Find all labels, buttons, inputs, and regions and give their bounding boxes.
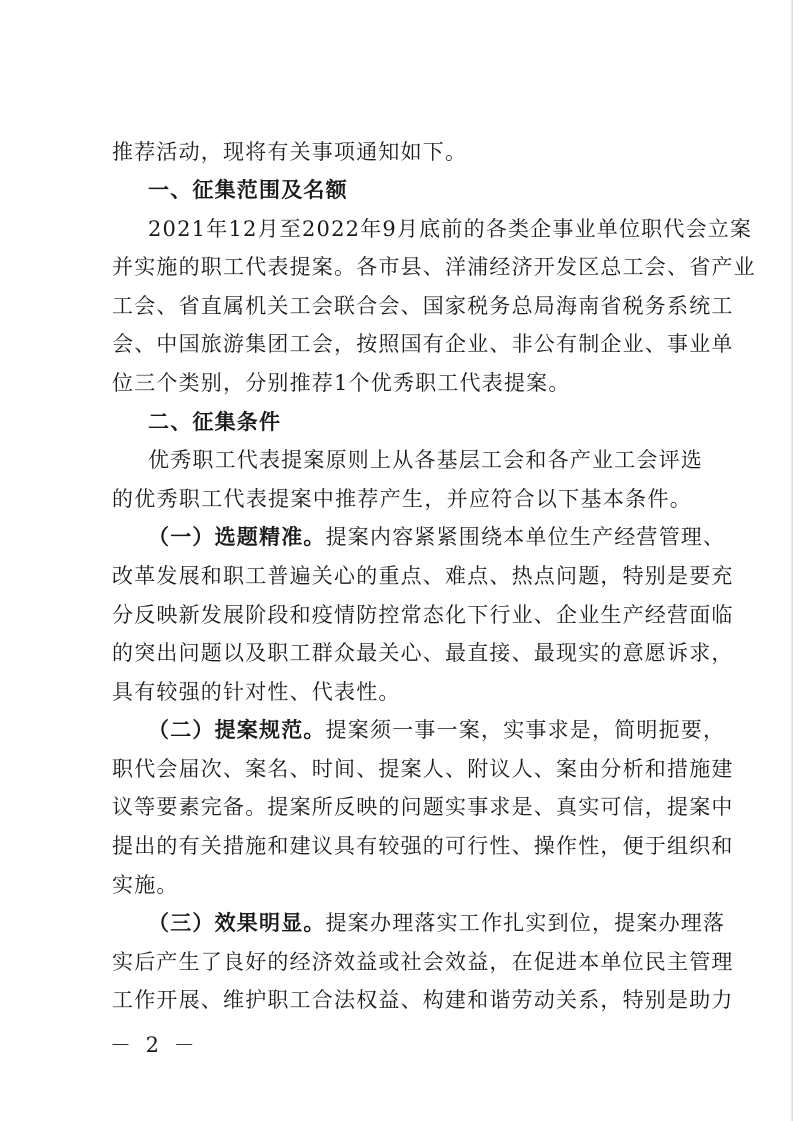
- body-line: 工会、省直属机关工会联合会、国家税务总局海南省税务系统工: [112, 294, 734, 318]
- condition-2-lead: （二）提案规范。: [148, 718, 326, 742]
- body-line: 工作开展、维护职工合法权益、构建和谐劳动关系，特别是助力: [112, 988, 734, 1012]
- condition-3-text: 提案办理落实工作扎实到位，提案办理落: [325, 911, 726, 935]
- condition-2-text: 提案须一事一案，实事求是，简明扼要，: [325, 718, 726, 742]
- body-line: 具有较强的针对性、代表性。: [112, 680, 401, 704]
- body-line: 改革发展和职工普遍关心的重点、难点、热点问题，特别是要充: [112, 564, 734, 588]
- body-line: 实施。: [112, 873, 179, 897]
- body-line: 职代会届次、案名、时间、提案人、附议人、案由分析和措施建: [112, 757, 734, 781]
- condition-3-lead: （三）效果明显。: [148, 911, 326, 935]
- page-number: － 2 －: [110, 1033, 199, 1057]
- body-line: 议等要素完备。提案所反映的问题实事求是、真实可信，提案中: [112, 795, 734, 819]
- body-line: 会、中国旅游集团工会，按照国有企业、非公有制企业、事业单: [112, 332, 734, 356]
- body-line: 推荐活动，现将有关事项通知如下。: [112, 140, 468, 164]
- condition-2-first-line: [148, 715, 726, 745]
- body-line: 优秀职工代表提案原则上从各基层工会和各产业工会评选: [148, 448, 703, 472]
- body-line: 2021年12月至2022年9月底前的各类企事业单位职代会立案: [148, 217, 753, 241]
- condition-1-lead: （一）选题精准。: [148, 525, 326, 549]
- body-line: 提出的有关措施和建议具有较强的可行性、操作性，便于组织和: [112, 834, 734, 858]
- body-line: 实后产生了良好的经济效益或社会效益，在促进本单位民主管理: [112, 950, 734, 974]
- body-line: 的突出问题以及职工群众最关心、最直接、最现实的意愿诉求，: [112, 641, 734, 665]
- body-line: 分反映新发展阶段和疫情防控常态化下行业、企业生产经营面临: [112, 603, 734, 627]
- section-heading-1: 一、征集范围及名额: [148, 178, 348, 202]
- section-heading-2: 二、征集条件: [148, 410, 282, 434]
- condition-1-text: 提案内容紧紧围绕本单位生产经营管理、: [325, 525, 726, 549]
- body-line: 并实施的职工代表提案。各市县、洋浦经济开发区总工会、省产业: [112, 255, 756, 279]
- condition-1-first-line: [148, 522, 726, 552]
- body-line: 位三个类别，分别推荐1个优秀职工代表提案。: [112, 371, 571, 395]
- condition-3-first-line: [148, 908, 726, 938]
- body-line: 的优秀职工代表提案中推荐产生，并应符合以下基本条件。: [112, 487, 692, 511]
